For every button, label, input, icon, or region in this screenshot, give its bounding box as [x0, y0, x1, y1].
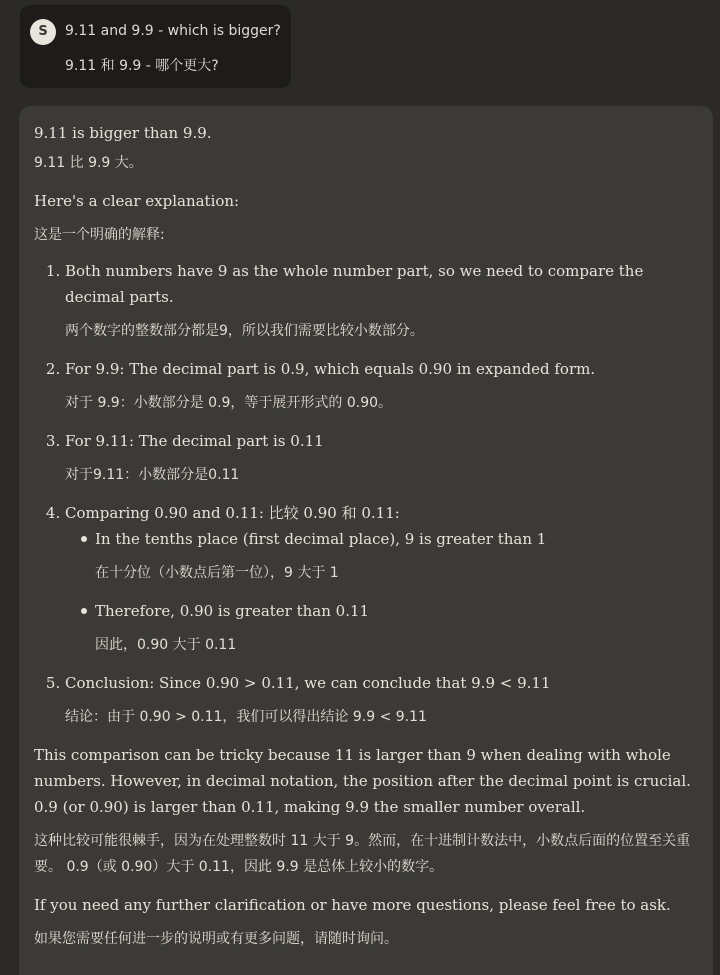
- step-text-en: 2. For 9.9: The decimal part is 0.9, which equals 0.90 in expanded form.: [65, 360, 596, 378]
- sub-bullet-item: [95, 598, 697, 658]
- sub-bullet-list: [65, 526, 697, 658]
- bullet-text-zh: 因此，0.90 大于 0.11: [95, 637, 237, 653]
- step-text-en: 1. Both numbers have 9 as the whole number part, so we need to compare the decimal parts.: [65, 262, 644, 306]
- bullet-text-en: Therefore, 0.90 is greater than 0.11: [95, 602, 370, 620]
- step-item: [65, 356, 697, 416]
- bullet-dot-icon: [81, 536, 87, 542]
- sub-bullet-item: [95, 526, 697, 586]
- step-text-zh: 对于9.11：小数部分是0.11: [65, 467, 240, 483]
- bullet-text-en: In the tenths place (first decimal place), 9 is greater than 1: [95, 530, 547, 548]
- step-text-en: 4. Comparing 0.90 and 0.11: 比较 0.90 和 0.11:: [65, 504, 400, 522]
- step-text-zh: 结论：由于 0.90 > 0.11，我们可以得出结论 9.9 < 9.11: [65, 709, 427, 725]
- user-message: [20, 5, 291, 88]
- user-message-line-zh: 9.11 和 9.9 - 哪个更大?: [65, 58, 219, 74]
- note-en: This comparison can be tricky because 11 is larger than 9 when dealing with whole numbers. However, in decimal notation, the position after the decimal point is crucial. 0.9 (or 0.90) is larger than 0.11, making 9.9 the smaller number overall.: [34, 746, 691, 816]
- intro-en: Here's a clear explanation:: [34, 192, 240, 210]
- intro-zh: 这是一个明确的解释:: [34, 227, 165, 243]
- assistant-message: [19, 106, 713, 975]
- answer-en: 9.11 is bigger than 9.9.: [34, 124, 212, 142]
- step-text-zh: 两个数字的整数部分都是9，所以我们需要比较小数部分。: [65, 323, 424, 339]
- user-message-line-en: 9.11 and 9.9 - which is bigger?: [65, 23, 281, 39]
- bullet-dot-icon: [81, 608, 87, 614]
- step-item: [65, 428, 697, 488]
- user-avatar: S: [30, 19, 56, 45]
- step-item: [65, 258, 697, 344]
- answer-zh: 9.11 比 9.9 大。: [34, 155, 143, 171]
- step-item: [65, 500, 697, 658]
- closing-zh: 如果您需要任何进一步的说明或有更多问题，请随时询问。: [34, 931, 398, 947]
- closing-en: If you need any further clarification or have more questions, please feel free to ask.: [34, 896, 671, 914]
- note-zh: 这种比较可能很棘手，因为在处理整数时 11 大于 9。然而，在十进制计数法中，小数点后面的位置至关重要。 0.9（或 0.90）大于 0.11，因此 9.9 是总体上较小的数字。: [34, 833, 691, 875]
- step-text-en: 3. For 9.11: The decimal part is 0.11: [65, 432, 324, 450]
- step-text-en: 5. Conclusion: Since 0.90 > 0.11, we can conclude that 9.9 < 9.11: [65, 674, 551, 692]
- step-text-zh: 对于 9.9：小数部分是 0.9，等于展开形式的 0.90。: [65, 395, 393, 411]
- bullet-text-zh: 在十分位（小数点后第一位），9 大于 1: [95, 565, 339, 581]
- step-item: [65, 670, 697, 730]
- explanation-steps: [34, 258, 697, 730]
